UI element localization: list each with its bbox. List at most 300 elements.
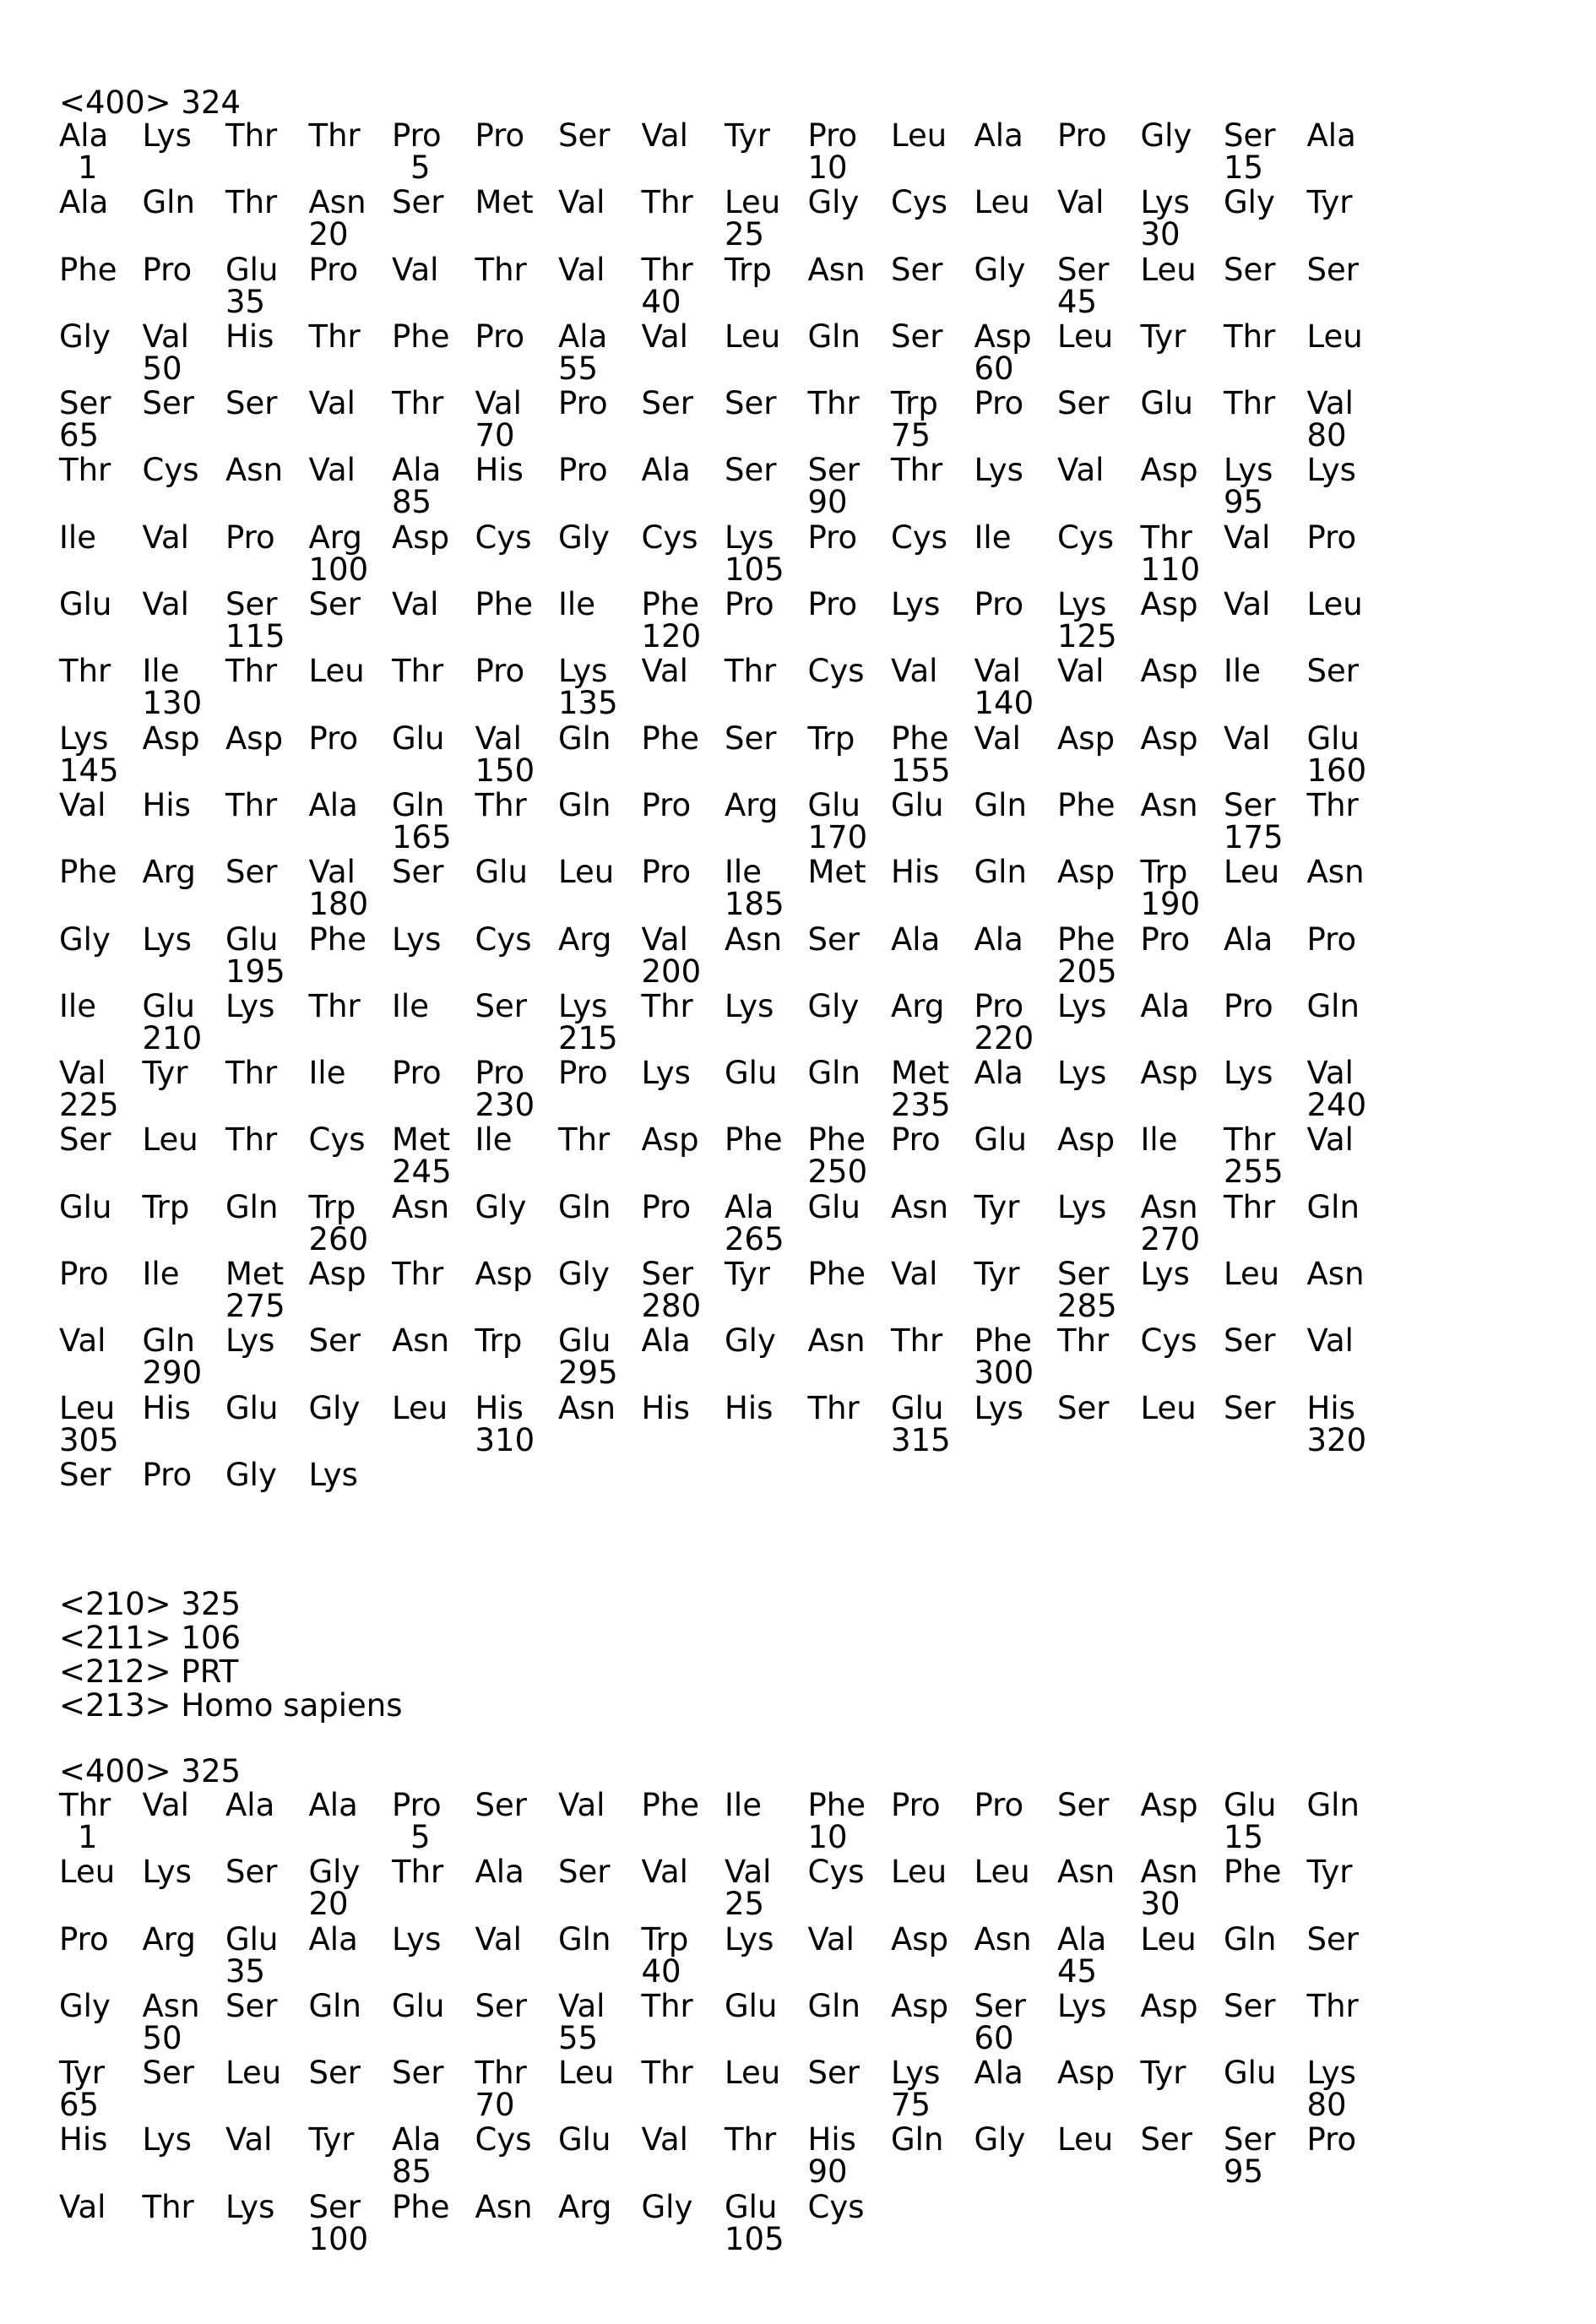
residue: Pro: [143, 253, 226, 287]
residue: Leu: [558, 855, 642, 889]
residue: Thr: [642, 1990, 725, 2023]
residue: Asp: [475, 1257, 559, 1291]
residue: Pro: [1307, 2123, 1391, 2157]
position-number: 315: [891, 1424, 974, 1458]
sequence-row: [59, 1191, 1579, 1257]
residue: Pro: [808, 119, 892, 153]
residue: Cys: [309, 1123, 393, 1157]
sequence-row: [59, 1123, 1579, 1190]
sequence-header: [59, 86, 241, 120]
position-number: 95: [1224, 486, 1307, 519]
residue: Glu: [558, 1324, 642, 1358]
residue: Thr: [392, 654, 475, 688]
position-number: 80: [1307, 419, 1391, 453]
residue: Gln: [808, 320, 892, 354]
residue: Pro: [1307, 521, 1391, 555]
residue: Trp: [808, 722, 892, 756]
residue: Thr: [1141, 521, 1224, 555]
residue: Pro: [309, 253, 393, 287]
residue: Leu: [59, 1855, 143, 1889]
residue: Ala: [475, 1855, 559, 1889]
residue: Gln: [558, 1923, 642, 1957]
residue: Ser: [392, 855, 475, 889]
position-number: 1: [78, 151, 161, 185]
residue: Lys: [1307, 453, 1391, 487]
residue: Gln: [1307, 990, 1391, 1024]
residue: Asp: [1141, 722, 1224, 756]
residue: Gly: [309, 1855, 393, 1889]
residue: Lys: [143, 1855, 226, 1889]
field-tag: <212>: [59, 1653, 171, 1690]
residue: Lys: [309, 1458, 393, 1492]
residue: Met: [225, 1257, 309, 1291]
residue: Thr: [642, 2056, 725, 2090]
residue: Pro: [808, 521, 892, 555]
residue: Pro: [475, 1056, 559, 1090]
residue: Pro: [225, 521, 309, 555]
residue: Glu: [808, 789, 892, 823]
residue: Pro: [974, 588, 1058, 622]
sequence-row: [59, 1458, 1579, 1525]
position-number: 225: [59, 1089, 143, 1122]
residue: Pro: [891, 1789, 974, 1822]
residue: His: [808, 2123, 892, 2157]
residue: Lys: [725, 1923, 808, 1957]
residue: Ala: [392, 453, 475, 487]
residue: Thr: [1307, 789, 1391, 823]
residue: Phe: [1057, 789, 1141, 823]
residue: Thr: [558, 1123, 642, 1157]
residue: Leu: [1141, 1392, 1224, 1425]
residue: Thr: [225, 789, 309, 823]
residue: Ser: [1057, 387, 1141, 421]
residue: Asn: [725, 923, 808, 957]
field-value: 106: [181, 1620, 241, 1656]
residue: Leu: [891, 1855, 974, 1889]
residue: Val: [225, 2123, 309, 2157]
residue: Leu: [225, 2056, 309, 2090]
residue: Glu: [808, 1191, 892, 1224]
residue: Trp: [475, 1324, 559, 1358]
residue: Arg: [891, 990, 974, 1024]
residue: Asn: [392, 1191, 475, 1224]
residue: Tyr: [143, 1056, 226, 1090]
residue: His: [475, 1392, 559, 1425]
residue: Ala: [1224, 923, 1307, 957]
residue: Thr: [475, 2056, 559, 2090]
position-number: 35: [225, 285, 309, 319]
position-number: 5: [410, 1821, 494, 1854]
residue: Glu: [1307, 722, 1391, 756]
residue: Asn: [309, 186, 393, 220]
residue: Thr: [725, 654, 808, 688]
residue: Val: [642, 654, 725, 688]
residue: Asn: [1141, 789, 1224, 823]
residue: Phe: [392, 320, 475, 354]
residue: Pro: [558, 1056, 642, 1090]
residue: Ser: [808, 453, 892, 487]
residue: Cys: [475, 923, 559, 957]
residue: Cys: [1057, 521, 1141, 555]
residue: Pro: [392, 119, 475, 153]
residue: Asn: [891, 1191, 974, 1224]
residue: Val: [642, 2123, 725, 2157]
residue: Thr: [59, 453, 143, 487]
residue: Ile: [59, 521, 143, 555]
residue: Ser: [1141, 2123, 1224, 2157]
residue: Cys: [808, 2191, 892, 2224]
residue: Leu: [309, 654, 393, 688]
position-number: 115: [225, 620, 309, 654]
residue: Thr: [59, 1789, 143, 1822]
residue: Gly: [1141, 119, 1224, 153]
residue: Ala: [558, 320, 642, 354]
residue: Ile: [725, 855, 808, 889]
position-number: 100: [309, 2223, 393, 2256]
residue: Ala: [309, 1789, 393, 1822]
residue: Lys: [1057, 1191, 1141, 1224]
residue: Asp: [225, 722, 309, 756]
residue: Thr: [309, 320, 393, 354]
residue: Asn: [1141, 1855, 1224, 1889]
residue: Ser: [475, 1990, 559, 2023]
residue: Gln: [808, 1990, 892, 2023]
residue: Gln: [974, 855, 1058, 889]
residue: Tyr: [1307, 1855, 1391, 1889]
residue: Val: [808, 1923, 892, 1957]
residue: Asn: [1141, 1191, 1224, 1224]
position-number: 215: [558, 1022, 642, 1056]
residue: Lys: [1141, 1257, 1224, 1291]
residue: Gly: [59, 1990, 143, 2023]
residue: Ser: [143, 2056, 226, 2090]
residue: Ile: [1224, 654, 1307, 688]
position-number: 205: [1057, 955, 1141, 989]
residue: Glu: [974, 1123, 1058, 1157]
position-number: 45: [1057, 285, 1141, 319]
residue: Ser: [225, 855, 309, 889]
residue: Asp: [1141, 588, 1224, 622]
residue: Asp: [309, 1257, 393, 1291]
residue: Pro: [642, 1191, 725, 1224]
sequence-block: [59, 119, 1579, 1525]
residue: Phe: [808, 1789, 892, 1822]
residue: Cys: [475, 521, 559, 555]
residue: Pro: [1057, 119, 1141, 153]
residue: Ala: [1141, 990, 1224, 1024]
sequence-meta-line: [59, 1689, 403, 1723]
residue: Val: [143, 588, 226, 622]
position-number: 70: [475, 419, 559, 453]
residue: Ser: [808, 2056, 892, 2090]
residue: Asp: [1141, 453, 1224, 487]
residue: Thr: [1057, 1324, 1141, 1358]
residue: Glu: [1224, 1789, 1307, 1822]
residue: Val: [1057, 453, 1141, 487]
position-number: 100: [309, 553, 393, 587]
residue: Thr: [309, 990, 393, 1024]
sequence-row: [59, 453, 1579, 520]
position-number: 95: [1224, 2155, 1307, 2189]
sequence-row: [59, 654, 1579, 721]
sequence-row: [59, 1990, 1579, 2056]
sequence-row: [59, 855, 1579, 922]
residue: Asp: [891, 1990, 974, 2023]
residue: Cys: [808, 654, 892, 688]
residue: Tyr: [725, 1257, 808, 1291]
residue: Ile: [974, 521, 1058, 555]
residue: Val: [891, 1257, 974, 1291]
position-number: 90: [808, 486, 892, 519]
sequence-row: [59, 722, 1579, 789]
residue: Arg: [558, 923, 642, 957]
field-value: 325: [181, 1586, 241, 1622]
residue: Gly: [1224, 186, 1307, 220]
residue: Pro: [558, 453, 642, 487]
residue: Val: [392, 253, 475, 287]
residue: Glu: [392, 722, 475, 756]
position-number: 40: [642, 285, 725, 319]
position-number: 250: [808, 1155, 892, 1189]
position-number: 255: [1224, 1155, 1307, 1189]
residue: Glu: [1141, 387, 1224, 421]
residue: Glu: [225, 253, 309, 287]
field-tag: <400>: [59, 1753, 171, 1789]
residue: Asn: [808, 253, 892, 287]
residue: Glu: [558, 2123, 642, 2157]
residue: Val: [475, 387, 559, 421]
residue: Leu: [974, 1855, 1058, 1889]
residue: Gln: [392, 789, 475, 823]
residue: Ser: [475, 1789, 559, 1822]
residue: Ser: [59, 1123, 143, 1157]
residue: Val: [143, 1789, 226, 1822]
position-number: 70: [475, 2088, 559, 2122]
sequence-row: [59, 119, 1579, 186]
residue: Val: [1307, 1123, 1391, 1157]
residue: Val: [59, 789, 143, 823]
residue: Ser: [1307, 654, 1391, 688]
residue: Ile: [392, 990, 475, 1024]
residue: Asn: [1307, 1257, 1391, 1291]
residue: Glu: [1224, 2056, 1307, 2090]
residue: Tyr: [974, 1257, 1058, 1291]
position-number: 160: [1307, 754, 1391, 788]
position-number: 240: [1307, 1089, 1391, 1122]
position-number: 90: [808, 2155, 892, 2189]
residue: Trp: [725, 253, 808, 287]
residue: Ser: [808, 923, 892, 957]
residue: Ile: [558, 588, 642, 622]
residue: Leu: [725, 186, 808, 220]
residue: Val: [725, 1855, 808, 1889]
residue: Val: [1224, 722, 1307, 756]
residue: Ser: [143, 387, 226, 421]
residue: Pro: [642, 789, 725, 823]
residue: Leu: [392, 1392, 475, 1425]
residue: Lys: [974, 453, 1058, 487]
position-number: 125: [1057, 620, 1141, 654]
residue: Cys: [1141, 1324, 1224, 1358]
field-value: Homo sapiens: [181, 1687, 402, 1724]
residue: Asp: [642, 1123, 725, 1157]
position-number: 150: [475, 754, 559, 788]
residue: His: [475, 453, 559, 487]
residue: Phe: [642, 1789, 725, 1822]
residue: Pro: [1224, 990, 1307, 1024]
sequence-row: [59, 1923, 1579, 1990]
residue: Asp: [974, 320, 1058, 354]
residue: Leu: [725, 2056, 808, 2090]
residue: Ser: [225, 1855, 309, 1889]
residue: Thr: [225, 1123, 309, 1157]
residue: Asp: [1057, 1123, 1141, 1157]
residue: Cys: [475, 2123, 559, 2157]
position-number: 25: [725, 1887, 808, 1921]
residue: Lys: [1057, 990, 1141, 1024]
residue: Thr: [225, 654, 309, 688]
residue: Ser: [475, 990, 559, 1024]
residue: Thr: [1224, 1191, 1307, 1224]
residue: Asn: [225, 453, 309, 487]
residue: Lys: [1224, 1056, 1307, 1090]
residue: Arg: [725, 789, 808, 823]
residue: Thr: [309, 119, 393, 153]
residue: Lys: [725, 521, 808, 555]
residue: Ile: [725, 1789, 808, 1822]
residue: Thr: [642, 186, 725, 220]
residue: Glu: [225, 1392, 309, 1425]
residue: Asn: [1057, 1855, 1141, 1889]
residue: Val: [642, 320, 725, 354]
residue: Gln: [558, 722, 642, 756]
position-number: 45: [1057, 1955, 1141, 1989]
residue: Ala: [974, 119, 1058, 153]
residue: Gln: [1307, 1191, 1391, 1224]
position-number: 50: [143, 352, 226, 386]
residue: Pro: [808, 588, 892, 622]
sequence-row: [59, 1056, 1579, 1123]
residue: Asn: [475, 2191, 559, 2224]
residue: Trp: [309, 1191, 393, 1224]
position-number: 280: [642, 1290, 725, 1323]
residue: Met: [392, 1123, 475, 1157]
residue: Val: [309, 855, 393, 889]
residue: Glu: [475, 855, 559, 889]
residue: Ser: [59, 1458, 143, 1492]
residue: Pro: [974, 387, 1058, 421]
residue: Gln: [225, 1191, 309, 1224]
residue: Ser: [974, 1990, 1058, 2023]
position-number: 110: [1141, 553, 1224, 587]
residue: Val: [1224, 588, 1307, 622]
residue: Lys: [225, 990, 309, 1024]
residue: Asp: [1057, 855, 1141, 889]
residue: Pro: [558, 387, 642, 421]
residue: Ser: [225, 387, 309, 421]
residue: Thr: [1224, 320, 1307, 354]
position-number: 230: [475, 1089, 559, 1122]
residue: Lys: [558, 990, 642, 1024]
sequence-row: [59, 990, 1579, 1056]
residue: Gln: [143, 1324, 226, 1358]
residue: Leu: [1057, 2123, 1141, 2157]
residue: Asp: [1057, 722, 1141, 756]
residue: Phe: [974, 1324, 1058, 1358]
residue: Val: [642, 923, 725, 957]
residue: Pro: [1141, 923, 1224, 957]
residue: Tyr: [1141, 320, 1224, 354]
residue: Asp: [891, 1923, 974, 1957]
position-number: 220: [974, 1022, 1058, 1056]
residue: Phe: [808, 1123, 892, 1157]
residue: Val: [475, 722, 559, 756]
residue: Ala: [59, 186, 143, 220]
position-number: 165: [392, 821, 475, 855]
residue: Thr: [392, 1257, 475, 1291]
residue: Lys: [891, 2056, 974, 2090]
residue: Pro: [309, 722, 393, 756]
residue: Ser: [309, 1324, 393, 1358]
residue: Leu: [1224, 855, 1307, 889]
residue: Thr: [808, 1392, 892, 1425]
position-number: 20: [309, 218, 393, 252]
residue: Asn: [558, 1392, 642, 1425]
residue: Phe: [59, 855, 143, 889]
position-number: 75: [891, 419, 974, 453]
residue: Ser: [1224, 789, 1307, 823]
position-number: 60: [974, 2022, 1058, 2055]
residue: Leu: [558, 2056, 642, 2090]
residue: Pro: [392, 1789, 475, 1822]
residue: Thr: [725, 2123, 808, 2157]
position-number: 285: [1057, 1290, 1141, 1323]
residue: Val: [1057, 186, 1141, 220]
residue: Thr: [891, 1324, 974, 1358]
residue: Leu: [1224, 1257, 1307, 1291]
residue: Val: [143, 320, 226, 354]
residue: Val: [642, 1855, 725, 1889]
residue: Leu: [1057, 320, 1141, 354]
residue: Gly: [808, 186, 892, 220]
residue: Thr: [1224, 387, 1307, 421]
residue: Gly: [59, 923, 143, 957]
residue: Val: [974, 722, 1058, 756]
residue: Lys: [1141, 186, 1224, 220]
sequence-row: [59, 2056, 1579, 2123]
residue: Arg: [143, 855, 226, 889]
residue: Tyr: [1307, 186, 1391, 220]
residue: Pro: [59, 1923, 143, 1957]
residue: Ser: [558, 119, 642, 153]
residue: Ala: [392, 2123, 475, 2157]
residue: Val: [1307, 1056, 1391, 1090]
residue: Pro: [891, 1123, 974, 1157]
residue: Val: [558, 1990, 642, 2023]
residue: Thr: [392, 1855, 475, 1889]
residue: Glu: [392, 1990, 475, 2023]
field-value: 325: [181, 1753, 241, 1789]
position-number: 140: [974, 687, 1058, 720]
residue: Ser: [725, 387, 808, 421]
residue: Ser: [1224, 253, 1307, 287]
position-number: 30: [1141, 218, 1224, 252]
residue: Ile: [1141, 1123, 1224, 1157]
position-number: 290: [143, 1356, 226, 1390]
field-tag: <210>: [59, 1586, 171, 1622]
residue: Phe: [59, 253, 143, 287]
residue: Glu: [725, 2191, 808, 2224]
